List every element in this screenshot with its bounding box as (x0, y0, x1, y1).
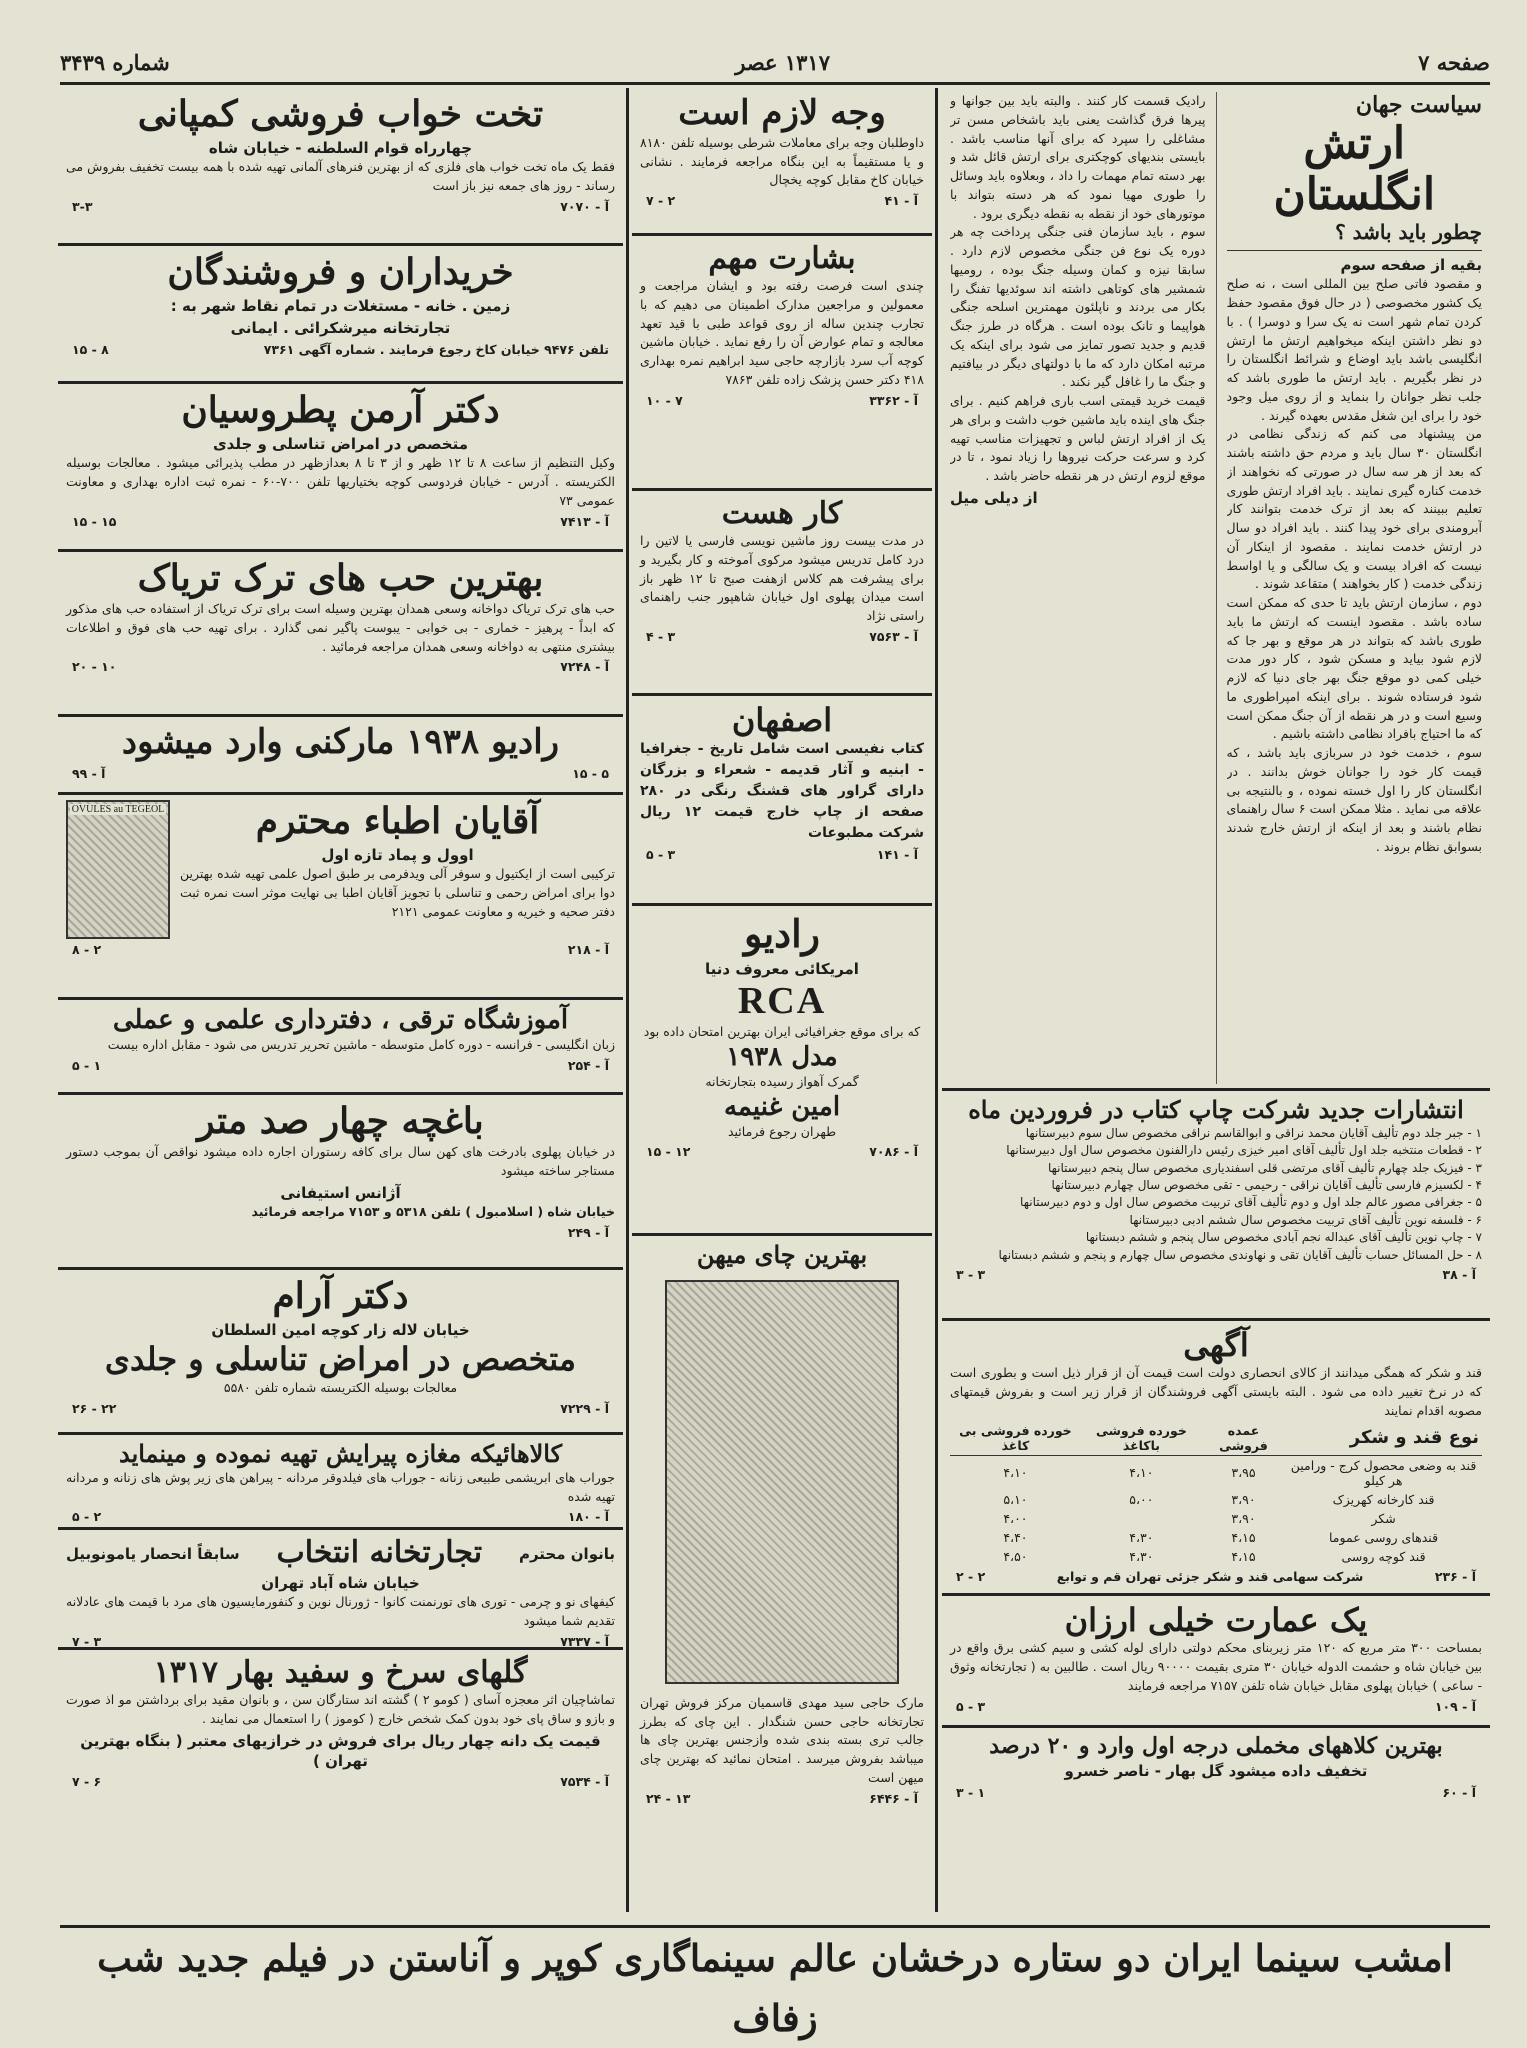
ad-ref: آ - ۷۳۳۷ (560, 1633, 609, 1649)
ad-body: فقط یک ماه تخت خواب های فلزی که از بهترین فنرهای آلمانی تهیه شده با همه بیست تخفیف بفروش می رساند - روز های جمعه نیز باز است (66, 159, 615, 194)
ad-title: انتشارات جدید شرکت چاپ کتاب در فروردین ماه (968, 1095, 1464, 1124)
article-paragraph: قیمت خرید قیمتی اسب باری فراهم کنیم . برای جنگ های اینده باید ماشین خوب داشت و برای هر یک از افراد ارتش لباس و تجهیزات مناسب تهیه کرد و سرعت حرکت نیروها را زیاد نمود ، تا در موقع لزوم ارتش در هر نقطه حاضر باشد . (950, 393, 1206, 483)
price-cell: ۴،۳۰ (1129, 1529, 1154, 1545)
table-header: خورده فروشی باکاغذ (1081, 1421, 1202, 1456)
ad-title: بهترین چای میهن (696, 1240, 868, 1269)
ad-opium-pills (58, 552, 623, 717)
headline: ارتش انگلستان (1273, 118, 1436, 220)
subheadline: چطور باید باشد ؟ (1335, 220, 1482, 244)
newspaper-name: ۱۳۱۷ عصر (735, 50, 830, 75)
ad-num: ۲ - ۸ (72, 942, 102, 957)
price-cell: ۳،۹۰ (1231, 1510, 1256, 1526)
page-header (60, 48, 1490, 85)
ad-title: تجارتخانه انتخاب (276, 1535, 483, 1570)
ad-subtitle: اوول و پماد تازه اول (321, 846, 474, 865)
ad-subtitle: متخصص در امراض تناسلی و جلدی (212, 435, 469, 454)
book-list-item: ۱ - جبر جلد دوم تألیف آقایان محمد نراقی و ابوالقاسم نراقی مخصوص سال سوم دبیرستانها (1025, 1125, 1482, 1140)
table-row (950, 1455, 1482, 1490)
book-list-item: ۴ - لکسیزم فارسی تألیف آقایان نراقی - رحیمی - تقی مخصوص سال چهارم دبیرستانها (1051, 1177, 1482, 1192)
column-rule (626, 88, 629, 1912)
ad-num: ۳ - ۳ (956, 1266, 986, 1282)
ad-num: ۸ - ۱۵ (72, 341, 109, 357)
sugar-type-cell: قند کوچه روسی (1341, 1548, 1426, 1564)
ad-radio-marconi (58, 717, 623, 795)
sugar-type-cell: قندهای روسی عموما (1329, 1529, 1439, 1545)
price-cell (1081, 1509, 1202, 1528)
ad-body: داوطلبان وجه برای معاملات شرطی بوسیله تلفن ۸۱۸۰ و یا مستقیماً به این بنگاه مراجعه فرمایند . نشانی خیابان کاخ مقابل کوچه یخچال (640, 134, 924, 188)
ad-body: تخفیف داده میشود گل بهار - ناصر خسرو (1064, 1762, 1368, 1781)
ad-ref: آ - ۷۰۸۶ (869, 1144, 918, 1160)
ad-num: ۱ - ۳ (956, 1784, 986, 1800)
ad-body: مارک حاجی سید مهدی قاسمیان مرکز فروش تهران تجارتخانه حاجی حسن شنگدار . این چای که بطرز جالب تری بسته بندی شده وازجنس بهترین چای ها میباشد بفروش میرسد . امتحان نمائید که بهترین چای میهن است (640, 1694, 924, 1785)
section-label: سیاست جهان (1355, 92, 1482, 118)
ad-title: کار هست (721, 496, 843, 531)
article-paragraph: رادیک قسمت کار کنند . والبته باید بین جوانها و پیرها فرق گذاشت یعنی باید باشخاص مسن تر مشاغلی را سپرد که برای آنها مناسب باشد . بایستی بندیهای کوچکتری برای ارتش قائل شد و بهر دسته تمام مهمات را داد ، وبعلاوه باید وسائل را طوری مهیا نمود که هر دسته بتواند با موتورهای خود از نقطه به نقطه دیگری برود . (950, 93, 1206, 221)
ad-num: ۳ - ۵ (646, 847, 676, 863)
sugar-type-cell: شکر (1371, 1510, 1396, 1526)
book-list-item: ۵ - جغرافی مصور عالم جلد اول و دوم تألیف آقای تربیت مخصوص سال اول و دوم دبیرستانها (1020, 1195, 1482, 1210)
price-cell: ۴،۰۰ (1003, 1510, 1028, 1526)
book-list-item: ۷ - چاپ نوین تألیف آقای عبداله نجم آبادی مخصوص سال پنجم و ششم دبستانها (1085, 1230, 1482, 1245)
ad-model: مدل ۱۹۳۸ (726, 1041, 838, 1072)
issue-number: شماره ۳۴۳۹ (60, 50, 170, 75)
book-list (950, 1125, 1482, 1264)
book-list-item: ۳ - فیزیک جلد چهارم تألیف آقای مرتضی قلی اسفندیاری مخصوص سال پنجم دبیرستانها (1047, 1160, 1482, 1175)
table-row (950, 1528, 1482, 1547)
ad-num: ۲ - ۷ (646, 193, 676, 209)
article-british-army (942, 88, 1490, 1091)
ad-num: ۶ - ۷ (72, 1774, 102, 1789)
ad-ref: آ - ۷۵۳۴ (560, 1774, 609, 1789)
table-header: عمده فروشی (1202, 1421, 1285, 1456)
ad-title: آگهی (1183, 1326, 1249, 1364)
ad-title: یک عمارت خیلی ارزان (1064, 1601, 1368, 1639)
table-header: خورده فروشی بی کاغذ (950, 1421, 1081, 1456)
ad-body: تماشاچیان اثر معجزه آسای ( کومو ۲ ) گشته اند ستارگان سن ، و بانوان مقید برای برداشتن مو اذ صورت و بازو و ساق پای خود بدون کمک شخص خارج ( کوموز ) را استعمال می نمایند . (66, 1692, 615, 1726)
ad-num: ۱۳ - ۲۴ (646, 1790, 691, 1806)
price-cell: ۴،۱۵ (1231, 1548, 1256, 1564)
product-box-image (66, 800, 170, 939)
ad-num: ۱ - ۵ (72, 1057, 102, 1073)
book-list-item: ۸ - حل المسائل حساب تألیف آقایان تقی و نهاوندی مخصوص سال چهارم و پنجم و ششم دبستانها (998, 1247, 1482, 1262)
left-column (58, 88, 623, 1912)
ad-title: اصفهان (731, 701, 833, 739)
ad-ref: آ - ۴۱ (884, 193, 918, 209)
ad-ref: آ - ۲۴۹ (567, 1224, 609, 1240)
ad-body: قند و شکر که همگی میدانند از کالای انحصاری دولت است قیمت آن از قرار ذیل است و بطوری است که در نرخ تغییر داده می شود . البته بایستی آگهی فروشندگان از قرار زیر است و بفروش قیمتهای مصوبه اقدام نمایند (950, 1365, 1482, 1418)
ad-ref: آ - ۳۸ (1442, 1266, 1476, 1282)
ad-body: کیفهای نو و چرمی - توری های تورنمنت کانوا - ژورنال نوین و کنفورمایسیون های مرد با قیمت های عادلانه تقدیم شما میشود (66, 1594, 615, 1628)
price-cell: ۳،۹۵ (1231, 1465, 1256, 1481)
ad-body: حب های ترک تریاک دواخانه وسعی همدان بهترین وسیله است برای ترک تریاک از استفاده حب های مذکور که ابداً - پرهیز - خماری - بی خوابی - یبوست پاگیر نمی گذارد . برای تهیه حب های فوق و اطلاعات بیشتری منتهی به دواخانه وسعی همدان مراجعه فرمائید . (66, 601, 615, 654)
ad-num: ۲ - ۲ (956, 1568, 986, 1584)
ad-new-books (942, 1091, 1490, 1321)
price-cell: ۴،۵۰ (1003, 1548, 1028, 1564)
ad-ref: آ - ۱۴۱ (876, 847, 918, 863)
ad-body: تلفن ۹۴۷۶ خیابان کاخ رجوع فرمایند . شماره آگهی ۷۳۶۱ (263, 341, 609, 357)
ad-title: رادیو (743, 911, 821, 956)
ad-title: آقایان اطباء محترم (255, 800, 540, 842)
ad-firm: امین غنیمه (723, 1091, 841, 1122)
ad-title: دکتر آرام (272, 1275, 409, 1317)
ad-ref: آ - ۱۰۹ (1434, 1698, 1476, 1714)
ad-note: سابقاً انحصار یامونوبیل (66, 1544, 240, 1563)
ad-num: ۱۵ - ۱۵ (72, 513, 117, 529)
ad-roses (58, 1650, 623, 1800)
ad-ref: آ - ۳۳۶۲ (869, 392, 918, 408)
price-cell: ۵،۰۰ (1129, 1491, 1154, 1507)
ad-jobs (632, 491, 932, 696)
ad-title: بهترین حب های ترک تریاک (137, 557, 544, 599)
ad-title: باغچه چهار صد متر (197, 1100, 484, 1142)
ad-rca-radio (632, 906, 932, 1236)
right-column (942, 88, 1490, 1912)
ad-buyers-sellers (58, 246, 623, 384)
ad-title: خریداران و فروشندگان (167, 251, 514, 293)
ad-address: خیابان شاه ( اسلامبول ) تلفن ۵۳۱۸ و ۷۱۵۳ مراجعه فرمائید (251, 1203, 615, 1219)
ad-subtitle: زمین . خانه - مستغلات در تمام نقاط شهر به : (170, 297, 511, 316)
ad-body: که برای موقع جغرافیائی ایران بهترین امتحان داده بود (643, 1023, 921, 1039)
ad-firm: تجارتخانه میرشکرائی . ایمانی (230, 319, 451, 338)
rca-logo: RCA (737, 979, 827, 1022)
ad-isfahan-book (632, 696, 932, 906)
ad-subtitle: خیابان شاه آباد تهران (261, 1574, 420, 1592)
middle-column (632, 88, 932, 1912)
ad-title: بهترین کلاههای مخملی درجه اول وارد و ۲۰ درصد (989, 1733, 1443, 1759)
ad-cheap-building (942, 1596, 1490, 1728)
ad-bed-company (58, 88, 623, 246)
continued-note: بقیه از صفحه سوم (1227, 250, 1483, 275)
ad-body-2: گمرک آهواز رسیده بتجارتخانه (705, 1073, 859, 1089)
ad-body: جوراب های ابریشمی طبیعی زنانه - جوراب های فیلدوقر مردانه - پیراهن های زیر پوش های زنانه و مردانه تهیه شده (66, 1469, 615, 1504)
table-row (950, 1490, 1482, 1509)
ad-title: دکتر آرمن پطروسیان (181, 389, 500, 431)
product-label: OVULES au TEGEOL (71, 804, 165, 815)
ad-body: معالجات بوسیله الکتریسته شماره تلفن ۵۵۸۰ (223, 1379, 458, 1395)
ad-title: وجه لازم است (678, 93, 886, 133)
ad-ref: آ - ۲۱۸ (567, 942, 609, 957)
ad-ref: آ - ۶۴۴۶ (869, 1790, 918, 1806)
ad-ovules (58, 795, 623, 1000)
ad-num: ۳ - ۴ (646, 628, 676, 644)
tea-illustration (665, 1280, 899, 1684)
ad-num: ۳-۳ (72, 198, 93, 214)
price-cell: ۴،۴۰ (1003, 1529, 1028, 1545)
table-row (950, 1547, 1482, 1566)
ad-body-3: طهران رجوع فرمائید (727, 1123, 837, 1139)
ad-specialty: متخصص در امراض تناسلی و جلدی (104, 1340, 577, 1379)
sugar-price-table (950, 1421, 1482, 1566)
price-cell: ۴،۱۰ (1129, 1465, 1154, 1481)
ad-ref: آ - ۷۴۱۳ (560, 513, 609, 529)
ad-num: ۲ - ۵ (72, 1509, 102, 1525)
article-paragraph: من پیشنهاد می کنم که زندگی نظامی در انگلستان ۳۰ سال باید و مردم حق داشته باشند که بعد از هر سه سال در صورتی که نخواهند از خدمت کناره گیری نمایند . باید افراد ارتش طوری تعلیم ببینند که بعد از ترک خدمت بتوانند کار آبرومندی برای خود پیدا کنند . باید افراد دو سال در ارتش خدمت نمایند . مقصود از اینکار آن نیست که افراد بیست و یک سالگی و یا اواسط زندگی خدمت ( کار بخواهند ) متقاعد شوند . (1226, 426, 1482, 592)
ad-body: بمساحت ۳۰۰ متر مربع که ۱۲۰ متر زیربنای محکم دولتی دارای لوله کشی و سیم کشی برق واقع در بین خیابان شاه و حشمت الدوله خیابان ۳۰ متری بقیمت ۹۰۰۰۰ ریال است . طالبین به ( تجارتخانه وثوق - ساعی ) خیابان پهلوی مقابل خیابان شاه تلفن ۷۱۵۷ مراجعه فرمایند (950, 1640, 1482, 1693)
ad-ref: آ - ۷۰۷۰ (560, 198, 609, 214)
ad-title: کالاهائیکه مغازه پیرایش تهیه نموده و مینماید (118, 1439, 563, 1468)
ad-num: ۵ - ۱۵ (572, 765, 609, 781)
ad-ref: آ - ۷۵۶۳ (869, 628, 918, 644)
ad-subtitle: خیابان لاله زار کوچه امین السلطان (211, 1321, 470, 1340)
ad-price: قیمت یک دانه چهار ریال برای فروش در خرازیهای معتبر ( بنگاه بهترین تهران ) (80, 1731, 601, 1770)
ad-body: زبان انگلیسی - فرانسه - دوره کامل متوسطه - ماشین تحریر تدریس می شود - مقابل اداره بیست (107, 1037, 615, 1053)
price-cell: ۴،۳۰ (1129, 1548, 1154, 1564)
ad-title: تخت خواب فروشی کمپانی (137, 93, 544, 135)
article-source: از دیلی میل (950, 488, 1038, 507)
sugar-type-cell: قند به وضعی محصول کرج - ورامین هر کیلو (1290, 1457, 1477, 1488)
page-number: صفحه ۷ (1418, 50, 1490, 75)
ad-ref: آ - ۲۵۴ (567, 1057, 609, 1073)
ad-title: رادیو ۱۹۳۸ مارکنی وارد میشود (121, 722, 560, 762)
ad-ref: آ - ۱۸۰ (567, 1509, 609, 1525)
price-cell: ۴،۱۵ (1231, 1529, 1256, 1545)
ad-title: آموزشگاه ترقی ، دفترداری علمی و عملی (112, 1005, 569, 1035)
ad-num: ۱۰ - ۲۰ (72, 659, 117, 675)
ad-body: در مدت بیست روز ماشین نویسی فارسی یا لاتین را درد کامل تدریس میشود مرکوی آموخته و کار بگیرید و برای پیشرفت هم کلاس ازهفت صبح تا ۱۲ ظهر باز است میدان پهلوی اول خیابان شاهپور جنب راهنمای راستی نژاد (640, 533, 924, 623)
ad-school (58, 1000, 623, 1095)
ad-ref: آ - ۲۳۶ (1434, 1568, 1476, 1584)
ad-entekhab (58, 1530, 623, 1650)
ad-num: ۱۲ - ۱۵ (646, 1144, 691, 1160)
article-paragraph: سوم ، خدمت خود در سربازی باید باشد ، که قیمت کار خود را جوانان خوش بدانند . در انگلستان کار را اول خسته نموده ، و بالنتیجه بی علاقه می نماید . مثلا ممکن است ۶ سال راهنمای نظام باشند و بعد از اینکه از ارتش خارج شدند بسوابق نظام بروند . (1226, 745, 1482, 854)
ad-num: ۲۲ - ۲۶ (72, 1400, 117, 1416)
ad-company: شرکت سهامی قند و شکر جزئی تهران قم و توابع (1056, 1568, 1364, 1584)
ad-agency: آژانس استیفانی (280, 1183, 401, 1202)
book-list-item: ۲ - قطعات منتخبه جلد اول تألیف آقای امیر خیزی رئیس دارالفنون مخصوص سال اول دبیرستانها (1006, 1143, 1482, 1158)
ad-ref: آ - ۶۰ (1442, 1784, 1476, 1800)
ad-title: گلهای سرخ و سفید بهار ۱۳۱۷ (153, 1655, 528, 1690)
ad-ref: آ - ۹۹ (72, 765, 106, 781)
book-list-item: ۶ - فلسفه نوین تألیف آقای تربیت مخصوص سال ششم ادبی دبیرستانها (1129, 1212, 1482, 1227)
sugar-type-cell: قند کارخانه کهریزک (1332, 1491, 1435, 1507)
ad-body: چندی است فرصت رفته بود و ایشان مراجعت و معمولین و مراجعین مدارک اطمینان می دهیم که با تجارب چندین ساله از روی قواعد طبی با قید تعهد معالجه و تمام عوارض آن را رفع نماید . خیابان ماشین کوچه آب سرد بازارچه حاجی سید ابراهیم نمره بهداری ۴۱۸ دکتر حسن پزشک زاده تلفن ۷۸۶۳ (640, 278, 924, 387)
ad-cash-needed (632, 88, 932, 236)
ad-ref: آ - ۷۲۲۹ (560, 1400, 609, 1416)
ad-body: در خیابان پهلوی بادرخت های کهن سال برای کافه رستوران اجاره داده میشود نواقص آن بموجب دستور مستاجر ساخته میشود (66, 1144, 615, 1178)
price-cell: ۵،۱۰ (1003, 1491, 1028, 1507)
ad-mihan-tea (632, 1236, 932, 1896)
cinema-banner: امشب سینما ایران دو ستاره درخشان عالم سینماگاری کوپر و آناستن در فیلم جدید شب زفاف (60, 1925, 1490, 1988)
ad-num: ۳ - ۵ (956, 1698, 986, 1714)
ad-body: وکیل التنظیم از ساعت ۸ تا ۱۲ ظهر و از ۳ تا ۸ بعدازظهر در مطب پذیرائی میشود . معالجات بوسیله الکتریسته . آدرس - خیابان فردوسی کوچه بختیاریها تلفن ۷۰۰-۶۰ - نمره ثبت اداره بهداری و معاونت عمومی ۷۳ (66, 455, 616, 508)
ad-dr-aram (58, 1270, 623, 1435)
ad-greeting: بانوان محترم (518, 1544, 615, 1563)
ad-pirayesh-shop (58, 1435, 623, 1530)
ad-body: ترکیبی است از ایکتیول و سوفر آلی ویدفرمی بر طبق اصول علمی تهیه شده بهترین دوا برای امراض رحمی و تناسلی با تجویز آقایان اطبا بی نهایت موثر است نمره ثبت دفتر صحیه و خیریه و معاونت عمومی ۲۱۲۱ (180, 866, 615, 919)
ad-num: ۷ - ۱۰ (646, 392, 683, 408)
ad-num: ۳ - ۷ (72, 1633, 102, 1649)
ad-subtitle: چهارراه قوام السلطنه - خیابان شاه (208, 139, 473, 158)
ad-sugar-notice (942, 1321, 1490, 1596)
table-header: نوع قند و شکر (1285, 1421, 1482, 1456)
price-cell: ۳،۹۰ (1231, 1491, 1256, 1507)
table-row (950, 1509, 1482, 1528)
ad-velvet-hats (942, 1728, 1490, 1810)
ad-ref: آ - ۷۲۴۸ (560, 659, 609, 675)
column-rule (935, 88, 938, 1912)
ad-garden (58, 1095, 623, 1270)
ad-dr-armen (58, 384, 623, 552)
ad-body: کتاب نفیسی است شامل تاریخ - جغرافیا - ابنیه و آثار قدیمه - شعراء و بزرگان دارای گراور های قشنگ رنگی در ۲۸۰ صفحه از چاپ خارج قیمت ۱۲ ریال شرکت مطبوعات (640, 741, 924, 842)
ad-subtitle: امریکائی معروف دنیا (705, 959, 859, 978)
article-paragraph: و مقصود فاتی صلح بین المللی است ، نه صلح یک کشور مخصوصی ( در حال فوق مقصود حفظ کردن تمام شهر است نه یک سرا و دوسرا ) . با دو نظر داشتن اینکه میخواهیم ارتش ما ارتش انگلیسی باشد باید اوضاع و شرائط انگلستان را در نظر بگیریم . باید ارتش ما طوری باشد که جلب نظر جوانان را بنماید و از روی میل وجود خود را برای این شغل مقدس بعهده گیرند . (1226, 276, 1482, 423)
ad-title: بشارت مهم (708, 241, 856, 276)
article-paragraph: دوم ، سازمان ارتش باید تا حدی که ممکن است ساده باشد . مقصود اینست که ارتش ما باید طوری باشد که بتواند در هر موقع و بهر جا که لازم شود بیاید و مسکن شود ، کار دور مدت خیلی کمی دو موقع جنگ بهر جای دنیا که لازم شود فرستاده شوند . برای اینکه امپراطوری ما وسیع است و در هر نقطه از آن جنگ ممکن است که ما احتیاج بافراد نظامی داشته باشیم . (1226, 595, 1482, 742)
ad-good-news (632, 236, 932, 491)
article-paragraph: سوم ، باید سازمان فنی جنگی پرداخت چه هر دوره یک نوع فن جنگی مخصوص لازم دارد . سابقا نیزه و کمان وسیله جنگ بوده ، رومیها شمشیر های کوتاهی داشته اند سوئدیها تفنگ را بکار می بردند و ناپلئون مهمترین اسلحه جنگی هواپیما و تانک بوده است . هرگاه در طرز جنگ قدیم و جدید تصور تمایز می شود برای اینکه یک مرتبه امکان دارد که ما با دولتهای دیگر در بیافتیم و جنگ ما را غافل گیر نکند . (950, 224, 1206, 390)
price-cell: ۴،۱۰ (1003, 1465, 1028, 1481)
